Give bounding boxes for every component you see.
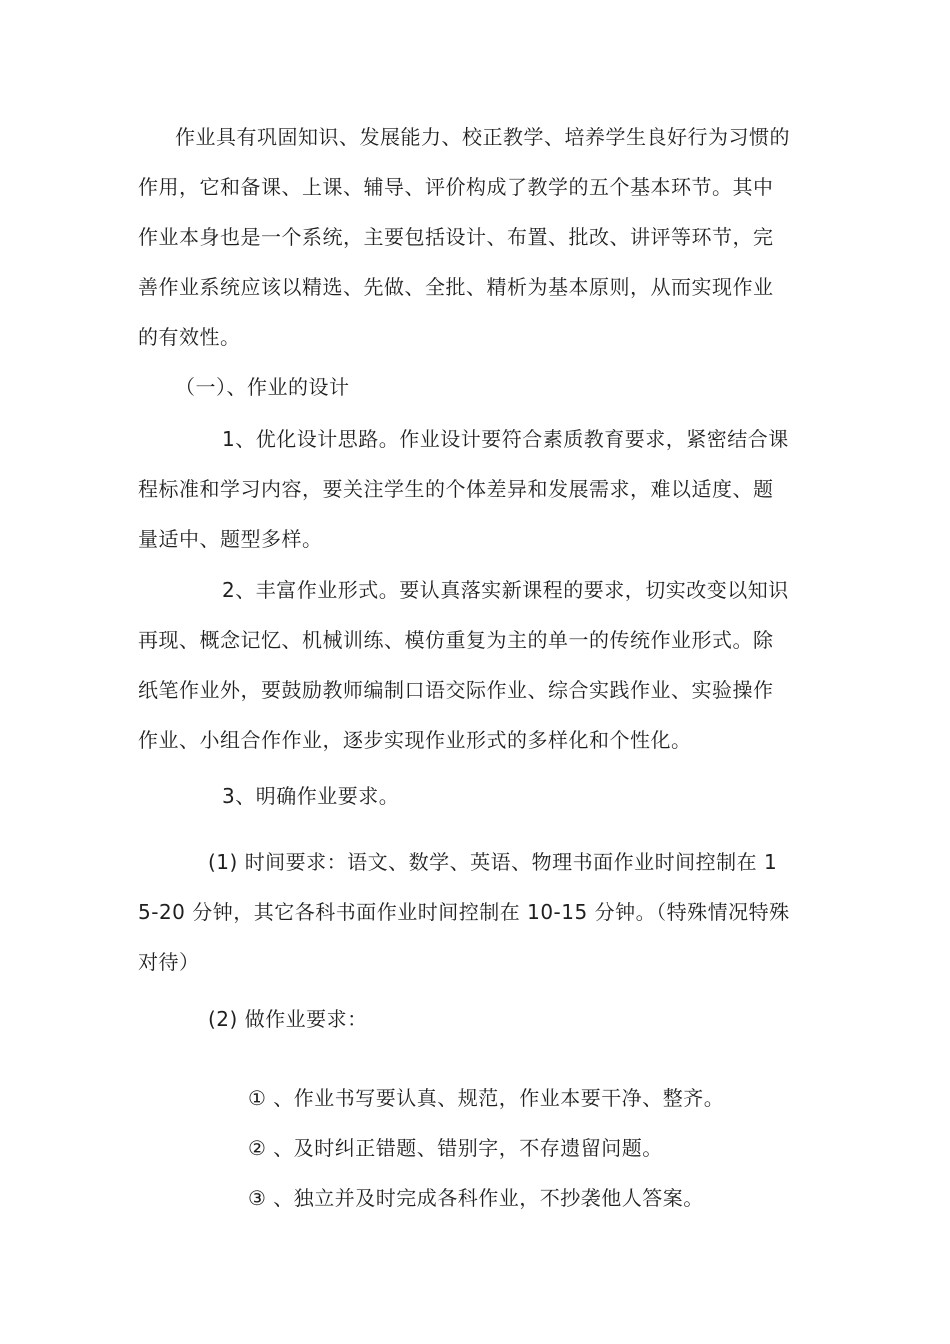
intro-line-5: 的有效性。 xyxy=(138,325,241,349)
item3-title: 3、明确作业要求。 xyxy=(222,784,400,808)
time-req-line-3: 对待） xyxy=(138,950,200,974)
homework-point-1: ① 、作业书写要认真、规范，作业本要干净、整齐。 xyxy=(248,1086,725,1110)
item2-line-3: 纸笔作业外，要鼓励教师编制口语交际作业、综合实践作业、实验操作 xyxy=(138,678,774,702)
intro-line-2: 作用，它和备课、上课、辅导、评价构成了教学的五个基本环节。其中 xyxy=(138,175,774,199)
intro-line-4: 善作业系统应该以精选、先做、全批、精析为基本原则，从而实现作业 xyxy=(138,275,774,299)
homework-req-title: (2) 做作业要求： xyxy=(208,1007,368,1031)
item2-line-1: 2、丰富作业形式。要认真落实新课程的要求，切实改变以知识 xyxy=(222,578,789,602)
time-req-line-2: 5-20 分钟，其它各科书面作业时间控制在 10-15 分钟。（特殊情况特殊 xyxy=(138,900,790,924)
section-heading: （一）、作业的设计 xyxy=(175,375,350,399)
intro-line-1: 作业具有巩固知识、发展能力、校正教学、培养学生良好行为习惯的 xyxy=(175,125,790,149)
item1-line-2: 程标准和学习内容，要关注学生的个体差异和发展需求，难以适度、题 xyxy=(138,477,774,501)
time-req-line-1: (1) 时间要求：语文、数学、英语、物理书面作业时间控制在 1 xyxy=(208,850,778,874)
item2-line-2: 再现、概念记忆、机械训练、模仿重复为主的单一的传统作业形式。除 xyxy=(138,628,774,652)
item1-line-1: 1、优化设计思路。作业设计要符合素质教育要求，紧密结合课 xyxy=(222,427,789,451)
homework-point-2: ② 、及时纠正错题、错别字，不存遗留问题。 xyxy=(248,1136,663,1160)
item2-line-4: 作业、小组合作作业，逐步实现作业形式的多样化和个性化。 xyxy=(138,728,692,752)
item1-line-3: 量适中、题型多样。 xyxy=(138,527,323,551)
homework-point-3: ③ 、独立并及时完成各科作业，不抄袭他人答案。 xyxy=(248,1186,704,1210)
intro-line-3: 作业本身也是一个系统，主要包括设计、布置、批改、讲评等环节，完 xyxy=(138,225,774,249)
